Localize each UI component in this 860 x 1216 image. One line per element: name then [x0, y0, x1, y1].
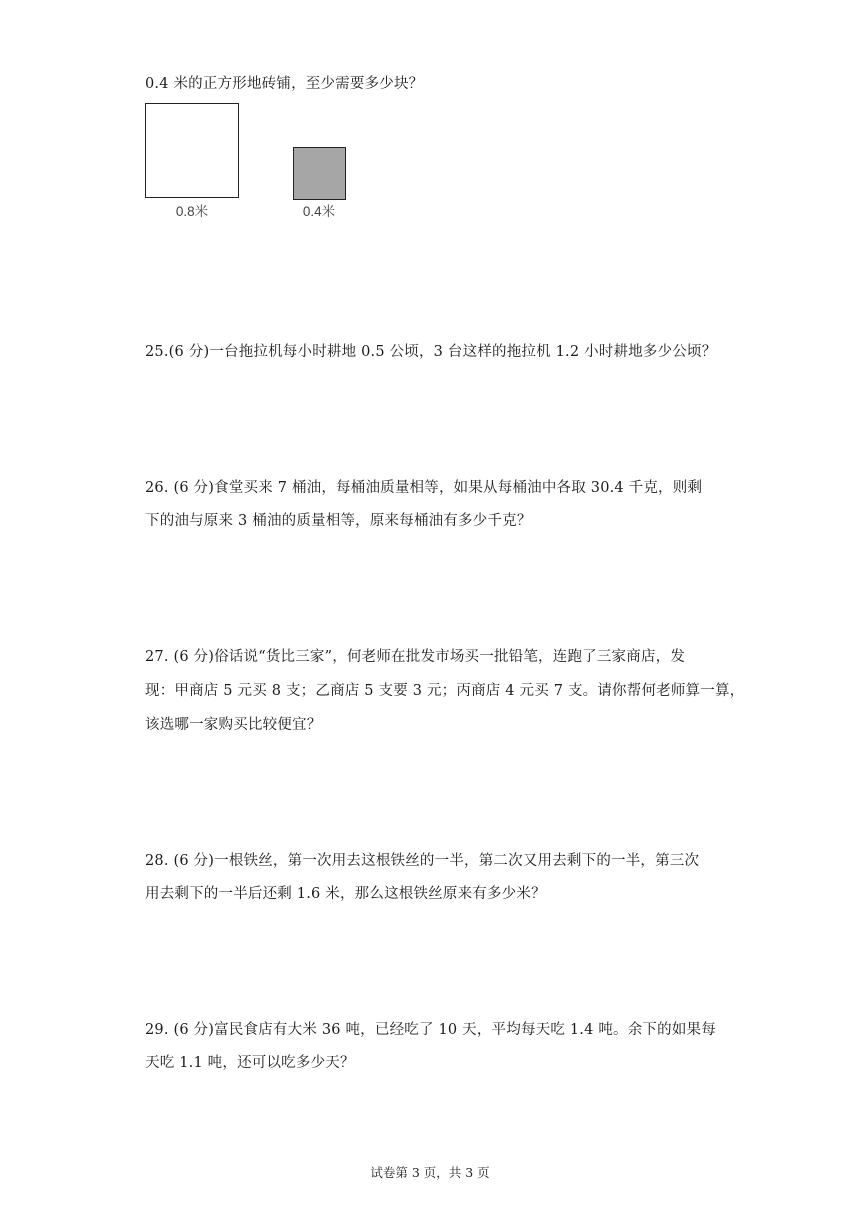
small-square-label: 0.4米 [302, 204, 336, 219]
large-square-label: 0.8米 [175, 204, 209, 219]
question-29-line-1: 29. (6 分)富民食店有大米 36 吨，已经吃了 10 天，平均每天吃 1.4 吨。余下的如果每 [145, 1022, 716, 1038]
question-27-line-3: 该选哪一家购买比较便宜？ [145, 717, 322, 733]
question-26-line-1: 26. (6 分)食堂买来 7 桶油，每桶油质量相等，如果从每桶油中各取 30.4 千克，则剩 [145, 480, 703, 496]
question-24-continuation: 0.4 米的正方形地砖铺，至少需要多少块？ [145, 76, 424, 92]
question-27-line-1: 27. (6 分)俗话说“货比三家”，何老师在批发市场买一批铅笔，连跑了三家商店，发 [145, 649, 686, 665]
question-29-line-2: 天吃 1.1 吨，还可以吃多少天？ [145, 1055, 355, 1071]
question-25-line-1: 25.(6 分)一台拖拉机每小时耕地 0.5 公顷，3 台这样的拖拉机 1.2 小时耕地多少公顷？ [145, 344, 717, 360]
question-26-line-2: 下的油与原来 3 桶油的质量相等，原来每桶油有多少千克？ [145, 513, 532, 529]
large-square-figure [145, 103, 239, 198]
question-28-line-2: 用去剩下的一半后还剩 1.6 米，那么这根铁丝原来有多少米？ [145, 886, 546, 902]
small-square-figure [293, 147, 346, 200]
question-27-line-2: 现：甲商店 5 元买 8 支；乙商店 5 支要 3 元；丙商店 4 元买 7 支。请你帮何老师算一算， [145, 683, 745, 699]
question-28-line-1: 28. (6 分)一根铁丝，第一次用去这根铁丝的一半，第二次又用去剩下的一半，第三次 [145, 853, 700, 869]
page-footer: 试卷第 3 页，共 3 页 [370, 1165, 490, 1180]
